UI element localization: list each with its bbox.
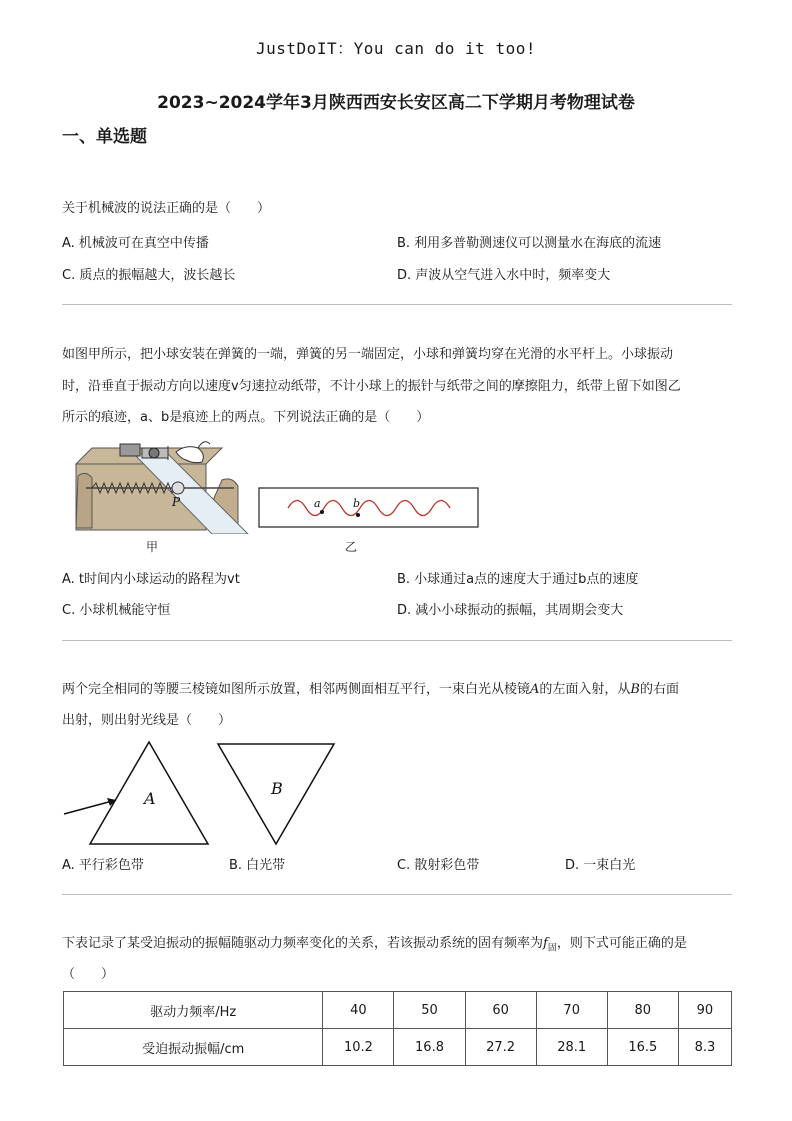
figure-jia-caption: 甲 bbox=[146, 540, 159, 554]
q4-stem-line1: 下表记录了某受迫振动的振幅随驱动力频率变化的关系，若该振动系统的固有频率为$f_固$，则下式可能正确的是 bbox=[62, 936, 687, 954]
q3-option-c[interactable]: C. 散射彩色带 bbox=[397, 858, 480, 873]
page-header: JustDoIT：You can do it too! bbox=[256, 39, 536, 58]
q2-option-c[interactable]: C. 小球机械能守恒 bbox=[62, 603, 171, 618]
q1-option-d[interactable]: D. 声波从空气进入水中时，频率变大 bbox=[397, 268, 611, 283]
q1-stem: 关于机械波的说法正确的是（ ） bbox=[62, 201, 271, 216]
table-cell: 27.2 bbox=[465, 1029, 536, 1066]
q3-option-d[interactable]: D. 一束白光 bbox=[565, 858, 636, 873]
prism-b-label: B bbox=[271, 779, 283, 798]
q2-stem-line3: 所示的痕迹，a、b是痕迹上的两点。下列说法正确的是（ ） bbox=[62, 410, 430, 425]
q1-option-b[interactable]: B. 利用多普勒测速仪可以测量水在海底的流速 bbox=[397, 236, 662, 251]
table-cell: 60 bbox=[465, 992, 536, 1029]
q3-option-a[interactable]: A. 平行彩色带 bbox=[62, 858, 144, 873]
table-cell: 70 bbox=[536, 992, 607, 1029]
prism-a-label: A bbox=[144, 789, 156, 808]
table-cell: 28.1 bbox=[536, 1029, 607, 1066]
exam-title: 2023~2024学年3月陕西西安长安区高二下学期月考物理试卷 bbox=[157, 93, 635, 113]
q3-stem-line2: 出射，则出射光线是（ ） bbox=[62, 713, 232, 728]
table-cell: 90 bbox=[678, 992, 731, 1029]
figure-jia-spring-apparatus bbox=[72, 436, 250, 534]
q2-option-d[interactable]: D. 减小小球振动的振幅，其周期会变大 bbox=[397, 603, 624, 618]
divider bbox=[62, 894, 732, 895]
section-heading: 一、单选题 bbox=[62, 127, 147, 147]
table-cell: 10.2 bbox=[323, 1029, 394, 1066]
table-cell: 50 bbox=[394, 992, 465, 1029]
table-row bbox=[64, 1029, 732, 1066]
q3-option-b[interactable]: B. 白光带 bbox=[229, 858, 286, 873]
q4-stem-line2: （ ） bbox=[62, 967, 115, 982]
point-b-label: b bbox=[353, 497, 361, 510]
frequency-amplitude-table bbox=[63, 991, 732, 1066]
q2-option-b[interactable]: B. 小球通过a点的速度大于通过b点的速度 bbox=[397, 572, 639, 587]
table-row-label: 受迫振动振幅/cm bbox=[64, 1029, 323, 1066]
table-row bbox=[64, 992, 732, 1029]
q2-option-a[interactable]: A. t时间内小球运动的路程为vt bbox=[62, 572, 240, 587]
divider bbox=[62, 304, 732, 305]
figure-prisms bbox=[60, 738, 340, 848]
table-cell: 16.5 bbox=[607, 1029, 678, 1066]
table-cell: 16.8 bbox=[394, 1029, 465, 1066]
q2-stem-line2: 时，沿垂直于振动方向以速度v匀速拉动纸带，不计小球上的振针与纸带之间的摩擦阻力，纸带上留下如图乙 bbox=[62, 379, 681, 394]
label-P: P bbox=[172, 495, 181, 509]
table-row-label: 驱动力频率/Hz bbox=[64, 992, 323, 1029]
q1-option-a[interactable]: A. 机械波可在真空中传播 bbox=[62, 236, 209, 251]
q1-option-c[interactable]: C. 质点的振幅越大，波长越长 bbox=[62, 268, 236, 283]
divider bbox=[62, 640, 732, 641]
q3-stem-line1: 两个完全相同的等腰三棱镜如图所示放置，相邻两侧面相互平行，一束白光从棱镜A的左面入射，从B的右面 bbox=[62, 682, 679, 697]
table-cell: 40 bbox=[323, 992, 394, 1029]
figure-yi-tape-trace bbox=[258, 487, 480, 529]
table-cell: 8.3 bbox=[678, 1029, 731, 1066]
q2-stem-line1: 如图甲所示，把小球安装在弹簧的一端，弹簧的另一端固定，小球和弹簧均穿在光滑的水平杆上。小球振动 bbox=[62, 347, 674, 362]
point-a-label: a bbox=[314, 497, 321, 510]
table-cell: 80 bbox=[607, 992, 678, 1029]
figure-yi-caption: 乙 bbox=[345, 540, 358, 554]
